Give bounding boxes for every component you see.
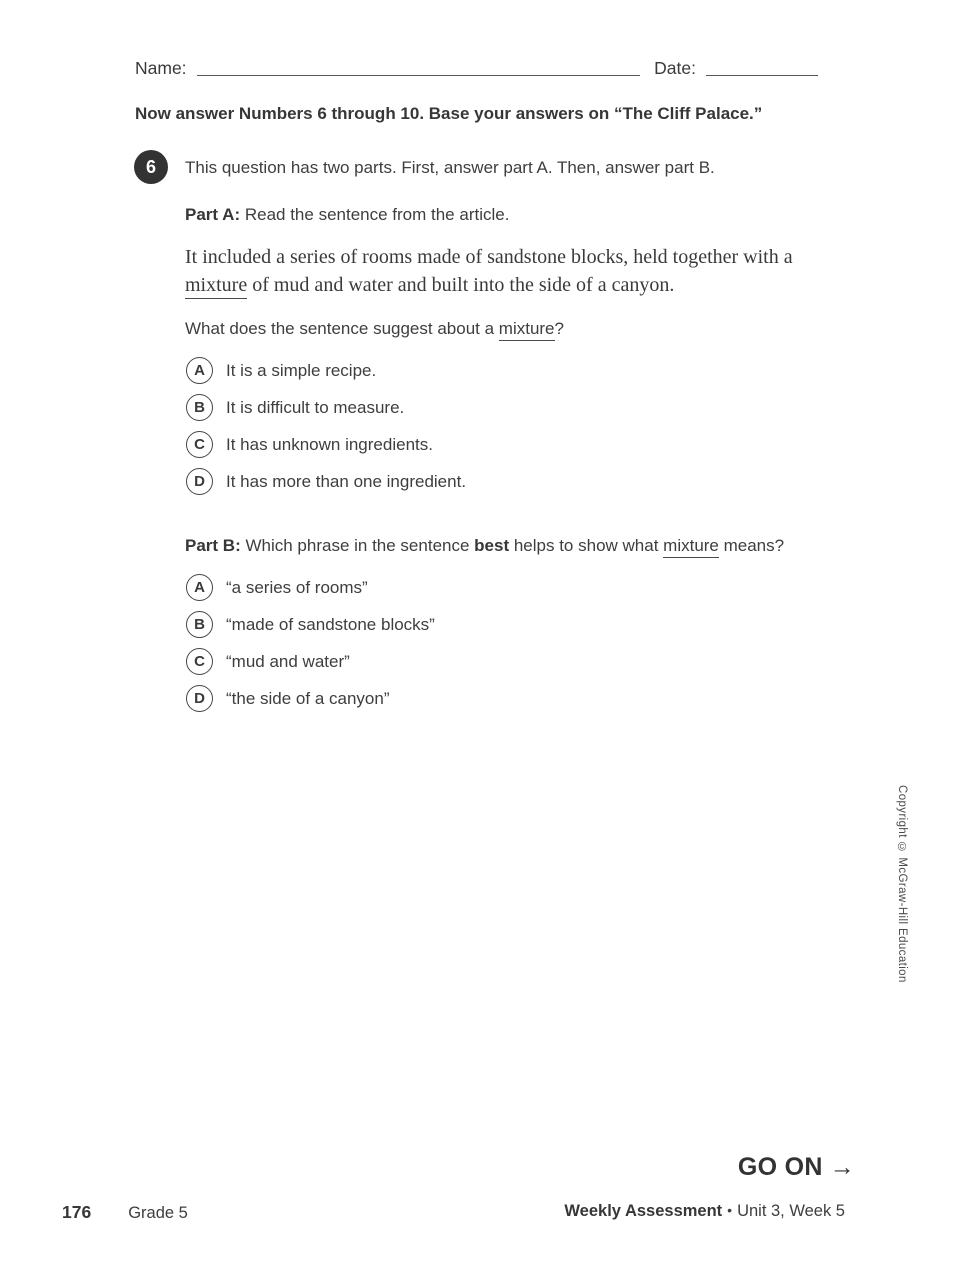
option-text: “the side of a canyon” — [226, 688, 390, 708]
part-b-label: Part B: — [185, 536, 241, 555]
answer-bubble-a[interactable]: A — [186, 574, 213, 601]
unit-label: Unit 3, Week 5 — [737, 1202, 845, 1220]
answer-bubble-c[interactable]: C — [186, 431, 213, 458]
right-arrow-icon: → — [829, 1153, 855, 1181]
question-intro: This question has two parts. First, answer part A. Then, answer part B. — [185, 158, 715, 177]
part-a-option-c[interactable] — [186, 431, 466, 458]
article-quote — [185, 243, 865, 299]
part-a-prompt: Read the sentence from the article. — [244, 205, 510, 224]
name-input-line[interactable] — [197, 66, 641, 76]
underlined-term: mixture — [499, 319, 555, 341]
grade-label: Grade 5 — [128, 1204, 188, 1222]
assessment-title: Weekly Assessment — [564, 1202, 723, 1220]
copyright-vertical-text: Copyright © McGraw-Hill Education — [896, 785, 908, 983]
answer-bubble-d[interactable]: D — [186, 468, 213, 495]
date-input-line[interactable] — [706, 66, 818, 76]
quote-underlined-word: mixture — [185, 274, 247, 299]
part-a-options — [186, 357, 466, 495]
part-b-option-a[interactable] — [186, 574, 435, 601]
footer-right — [564, 1202, 845, 1221]
bold-term: best — [474, 536, 510, 555]
direction-text: Now answer Numbers 6 through 10. Base your answers on “The Cliff Palace.” — [135, 104, 763, 123]
dot-separator: • — [727, 1202, 733, 1218]
question-6-row — [134, 150, 715, 184]
option-text: “made of sandstone blocks” — [226, 614, 435, 634]
option-text: It has unknown ingredients. — [226, 434, 433, 454]
part-b-option-b[interactable] — [186, 611, 435, 638]
option-text: “mud and water” — [226, 651, 350, 671]
part-a-question: What does the sentence suggest about a mixture? — [185, 319, 564, 339]
quote-line2: of mud and water and built into the side of a canyon. — [247, 274, 675, 296]
name-date-row — [135, 58, 818, 79]
date-label: Date: — [654, 58, 696, 78]
answer-bubble-b[interactable]: B — [186, 394, 213, 421]
underlined-term: mixture — [663, 536, 719, 558]
option-text: It is difficult to measure. — [226, 397, 405, 417]
name-label: Name: — [135, 58, 187, 78]
answer-bubble-c[interactable]: C — [186, 648, 213, 675]
go-on-indicator — [738, 1153, 855, 1182]
part-a-option-d[interactable] — [186, 468, 466, 495]
part-b-option-d[interactable] — [186, 685, 435, 712]
part-b-option-c[interactable] — [186, 648, 435, 675]
part-a-label: Part A: — [185, 205, 241, 224]
go-on-label: GO ON — [737, 1153, 823, 1181]
answer-bubble-b[interactable]: B — [186, 611, 213, 638]
quote-line1: It included a series of rooms made of sandstone blocks, held together with a — [185, 246, 793, 268]
part-a-option-a[interactable] — [186, 357, 466, 384]
option-text: It has more than one ingredient. — [226, 471, 467, 491]
part-b-options — [186, 574, 435, 712]
option-text: “a series of rooms” — [226, 577, 368, 597]
footer-left — [62, 1202, 188, 1223]
answer-bubble-a[interactable]: A — [186, 357, 213, 384]
page-number: 176 — [62, 1202, 92, 1222]
option-text: It is a simple recipe. — [226, 360, 377, 380]
part-a-header — [185, 205, 509, 225]
part-a-option-b[interactable] — [186, 394, 466, 421]
answer-bubble-d[interactable]: D — [186, 685, 213, 712]
part-b-question: Part B: Which phrase in the sentence best helps to show what mixture means? — [185, 536, 865, 556]
question-number-badge: 6 — [134, 150, 168, 184]
